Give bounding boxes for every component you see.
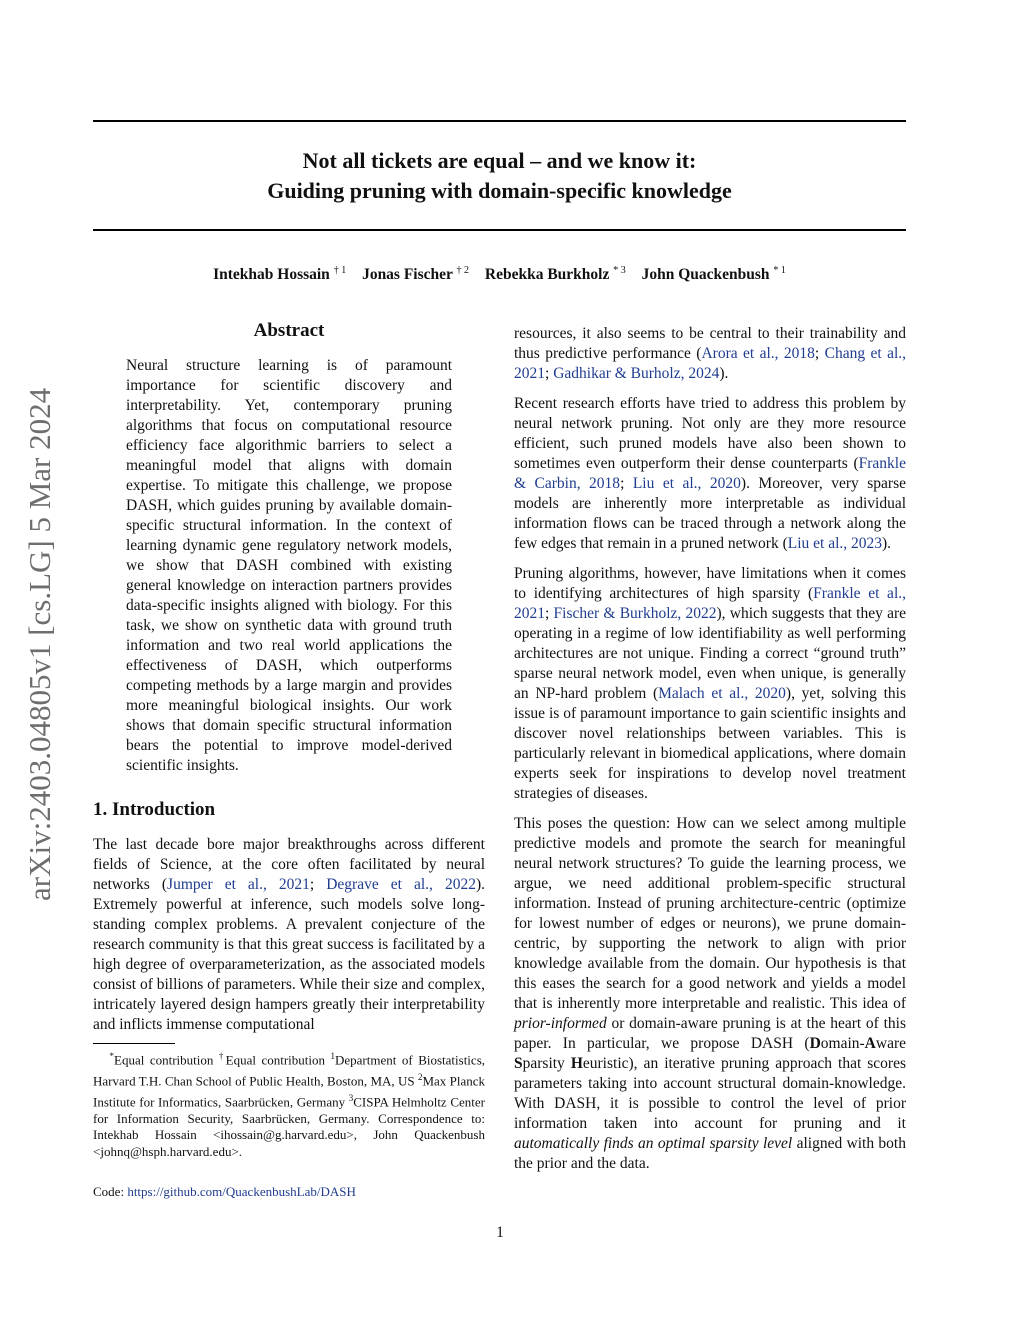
page-number: 1 <box>496 1224 504 1241</box>
author: Jonas Fischer $^{\dagger 2}$ <box>362 265 470 283</box>
intro-paragraph: The last decade bore major breakthroughs across different fields of Science, at the core often facilitated by neural networks (Jumper et al., 2021; Degrave et al., 2022). Extremely powerful at inference, such models solve long-standing complex problems. A prevalent conjecture of the research community is that this great success is facilitated by a high degree of overparameterization, as the associated models consist of billions of parameters. While their size and complex, intricately layered design hampers greatly their interpretability and inflicts immense computational <box>93 836 485 1033</box>
citation-link[interactable]: Frankle et al., 2021 <box>514 585 906 622</box>
paper-title <box>93 146 906 206</box>
arxiv-identifier: arXiv:2403.04805v1 [cs.LG] 5 Mar 2024 <box>22 387 57 901</box>
right-paragraph-4: This poses the question: How can we select among multiple predictive models and promote the search for meaningful neural network structures? To guide the learning process, we argue, we need additional problem-specific structural information. Instead of pruning architecture-centric (optimize for lowest number of edges or neurons), we prune domain-centric, by supporting the network to align with prior knowledge available from the domain. Our hypothesis is that this eases the search for a good network and yields a model that is inherently more interpretable and realistic. This idea of prior-informed or domain-aware pruning is at the heart of this paper. In particular, we propose DASH (Domain-Aware Sparsity Heuristic), an iterative pruning approach that scores parameters taking into account structural domain-knowledge. With DASH, it is possible to control the level of prior information taken into account for pruning and it automatically finds an optimal sparsity level aligned with both the prior and the data. <box>514 815 906 1172</box>
citation-link[interactable]: Fischer & Burkholz, 2022 <box>553 605 717 622</box>
citation-link[interactable]: Gadhikar & Burholz, 2024 <box>553 365 720 382</box>
author: Intekhab Hossain $^{\dagger 1}$ <box>213 265 347 283</box>
right-paragraph-3: Pruning algorithms, however, have limitations when it comes to identifying architectures of high sparsity (Frankle et al., 2021; Fischer & Burkholz, 2022), which suggests that they are operating in a regime of low identifiability as well performing architectures are not unique. Finding a correct “ground truth” sparse neural network model, even when unique, is generally an NP-hard problem (Malach et al., 2020), yet, solving this issue is of paramount importance to gain scientific insights and discover novel relationships between variables. This is particularly relevant in biomedical applications, where domain experts seek for inspirations to develop novel treatment strategies of diseases. <box>514 565 906 802</box>
right-paragraph-2: Recent research efforts have tried to address this problem by neural network pruning. Not only are they more resource efficient, such pruned models have also been shown to sometimes even outperform their dense counterparts (Frankle & Carbin, 2018; Liu et al., 2020). Moreover, very sparse models are inherently more interpretable as individual information flows can be traced through a network along the few edges that remain in a pruned network (Liu et al., 2023). <box>514 395 906 552</box>
author: John Quackenbush $^{* 1}$ <box>641 265 786 283</box>
citation-link[interactable]: Malach et al., 2020 <box>658 685 786 702</box>
citation-link[interactable]: Arora et al., 2018 <box>701 345 815 362</box>
citation-link[interactable]: Frankle & Carbin, 2018 <box>514 455 906 492</box>
citation-link[interactable]: Jumper et al., 2021 <box>167 876 310 893</box>
title-line-1: Not all tickets are equal – and we know it: <box>302 148 697 173</box>
right-column <box>514 324 906 1184</box>
right-paragraph-1: resources, it also seems to be central to their trainability and thus predictive performance (Arora et al., 2018; Chang et al., 2021; Gadhikar & Burholz, 2024). <box>514 325 906 382</box>
code-line: Code: https://github.com/QuackenbushLab/DASH <box>93 1184 356 1199</box>
title-top-rule <box>93 120 906 122</box>
citation-link[interactable]: Liu et al., 2023 <box>787 535 883 552</box>
citation-link[interactable]: Degrave et al., 2022 <box>326 876 476 893</box>
footnote-rule <box>93 1043 175 1044</box>
title-bottom-rule <box>93 229 906 231</box>
citation-link[interactable]: Chang et al., 2021 <box>514 345 906 382</box>
author: Rebekka Burkholz $^{* 3}$ <box>484 265 626 283</box>
abstract-heading: Abstract <box>253 320 325 341</box>
code-url-link[interactable]: https://github.com/QuackenbushLab/DASH <box>127 1184 356 1199</box>
title-line-2: Guiding pruning with domain-specific knowledge <box>267 178 732 203</box>
citation-link[interactable]: Liu et al., 2020 <box>632 475 741 492</box>
intro-heading: 1. Introduction <box>93 799 216 820</box>
footnote: *Equal contribution †Equal contribution $^1$Department of Biostatistics, Harvard T.H. Chan School of Public Health, Boston, MA, US $^2$Max Planck Institute for Informatics, Saarbrücken, Germany $^3$CISPA Helmholtz Center for Information Security, Saarbrücken, Germany. Correspondence to: Intekhab Hossain <ihossain@g.harvard.edu>, John Quackenbush <johnq@hsph.harvard.edu>. <box>93 1051 486 1159</box>
abstract-text: Neural structure learning is of paramount importance for scientific discovery and interpretability. Yet, contemporary pruning algorithms that focus on computational resource efficiency face algorithmic barriers to select a meaningful model that aligns with domain expertise. To mitigate this challenge, we propose DASH, which guides pruning by available domain-specific structural information. In the context of learning dynamic gene regulatory network models, we show that DASH combined with existing general knowledge on interaction partners provides data-specific insights aligned with biology. For this task, we show on synthetic data with ground truth information and two real world applications the effectiveness of DASH, which outperforms competing methods by a large margin and provides more meaningful biological insights. Our work shows that domain specific structural information bears the potential to improve model-derived scientific insights. <box>126 357 452 774</box>
author-list <box>93 265 906 284</box>
